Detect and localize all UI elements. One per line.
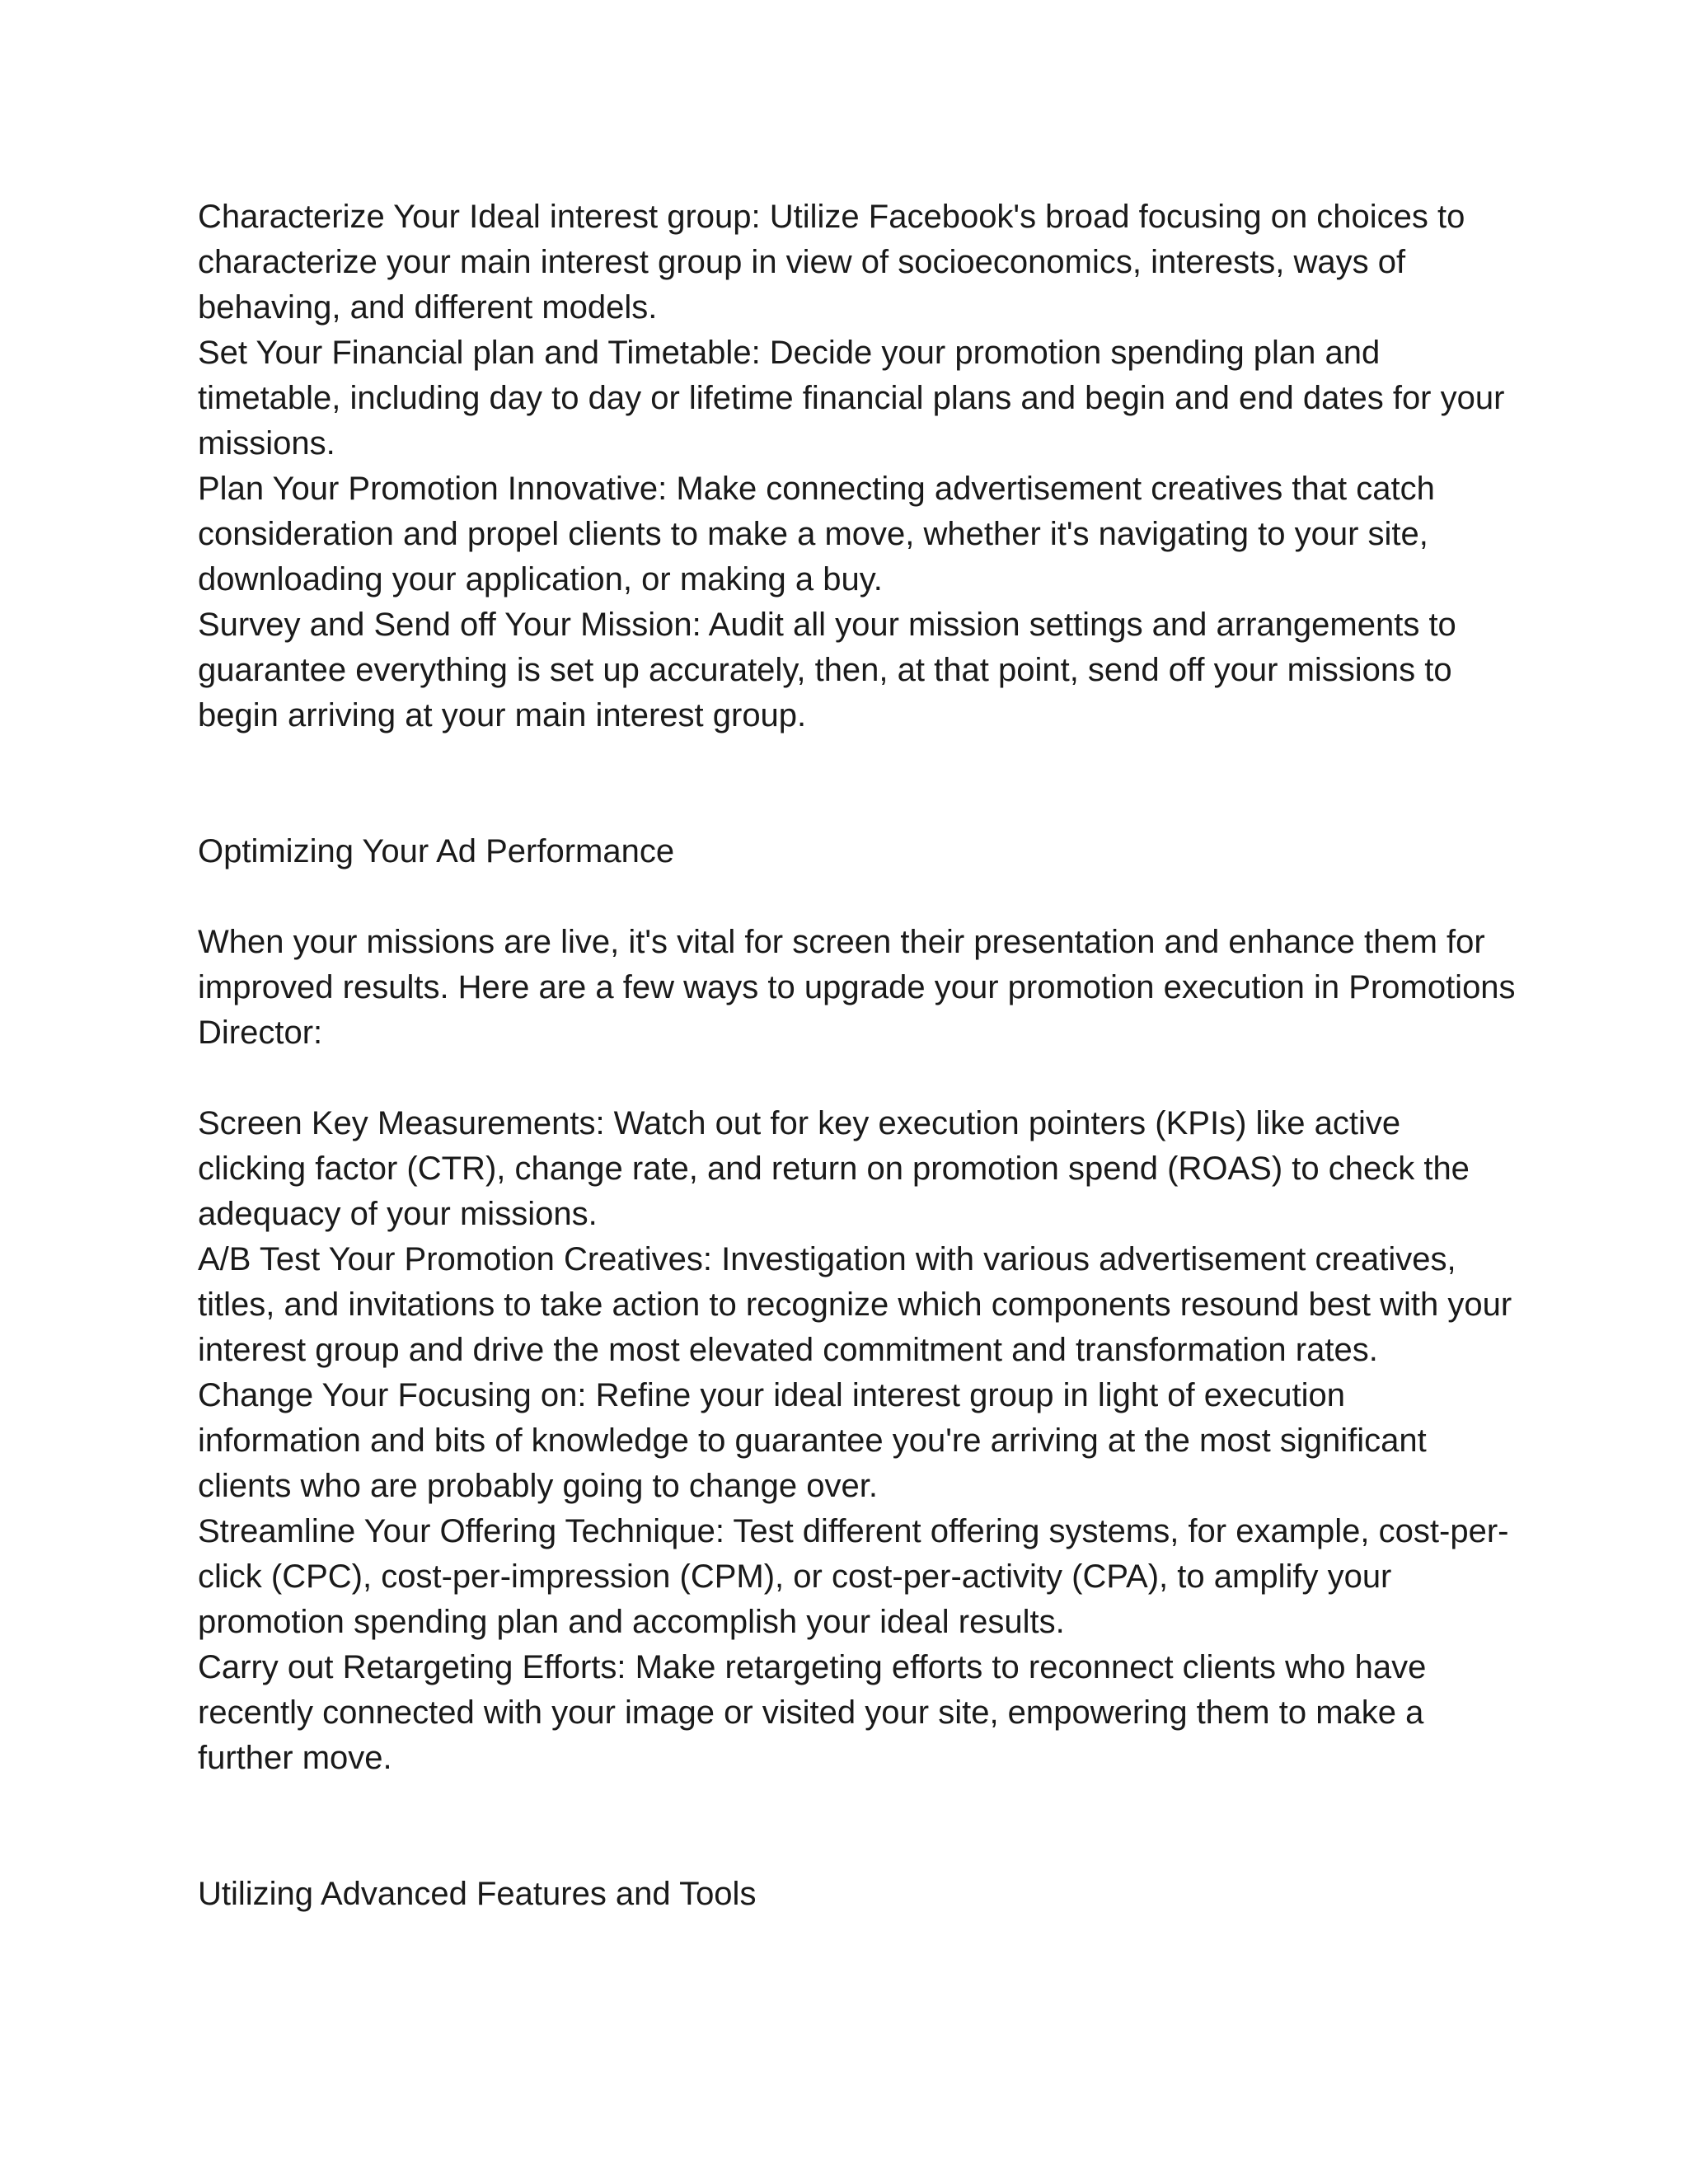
paragraph-ab-test: A/B Test Your Promotion Creatives: Investigation with various advertisement creatives, titles, and invitations to take action to recognize which components resound best with your interest group and drive the most elevated commitment and transformation rates.: [198, 1241, 1512, 1368]
paragraph-targeting: Change Your Focusing on: Refine your ideal interest group in light of execution information and bits of knowledge to guarantee you're arriving at the most significant clients who are probably going to change over.: [198, 1377, 1427, 1504]
spacer: [198, 1056, 1517, 1101]
paragraph-key-metrics: Screen Key Measurements: Watch out for key execution pointers (KPIs) like active clicking factor (CTR), change rate, and return on promotion spend (ROAS) to check the adequacy of your missions.: [198, 1105, 1470, 1232]
paragraph-define-audience: Characterize Your Ideal interest group: Utilize Facebook's broad focusing on choices to characterize your main interest group in view of socioeconomics, interests, ways of behaving, and different models.: [198, 199, 1465, 326]
document-body: [198, 194, 1517, 1917]
heading-optimizing: Optimizing Your Ad Performance: [198, 833, 675, 869]
spacer: [198, 738, 1517, 829]
heading-advanced: Utilizing Advanced Features and Tools: [198, 1876, 757, 1912]
paragraph-review-launch: Survey and Send off Your Mission: Audit all your mission settings and arrangements to guarantee everything is set up accurately, then, at that point, send off your missions to begin arriving at your main interest group.: [198, 607, 1456, 733]
spacer: [198, 874, 1517, 920]
paragraph-optimizing-intro: When your missions are live, it's vital for screen their presentation and enhance them for improved results. Here are a few ways to upgrade your promotion execution in Promotions Director:: [198, 924, 1516, 1051]
paragraph-retargeting: Carry out Retargeting Efforts: Make retargeting efforts to reconnect clients who have recently connected with your image or visited your site, empowering them to make a further move.: [198, 1649, 1427, 1776]
spacer: [198, 1781, 1517, 1872]
paragraph-bidding: Streamline Your Offering Technique: Test different offering systems, for example, cost-per-click (CPC), cost-per-impression (CPM), or cost-per-activity (CPA), to amplify your promotion spending plan and accomplish your ideal results.: [198, 1513, 1509, 1640]
paragraph-ad-creative: Plan Your Promotion Innovative: Make connecting advertisement creatives that catch consideration and propel clients to make a move, whether it's navigating to your site, downloading your application, or making a buy.: [198, 471, 1435, 598]
paragraph-budget-schedule: Set Your Financial plan and Timetable: Decide your promotion spending plan and timetable, including day to day or lifetime financial plans and begin and end dates for your missions.: [198, 335, 1505, 462]
